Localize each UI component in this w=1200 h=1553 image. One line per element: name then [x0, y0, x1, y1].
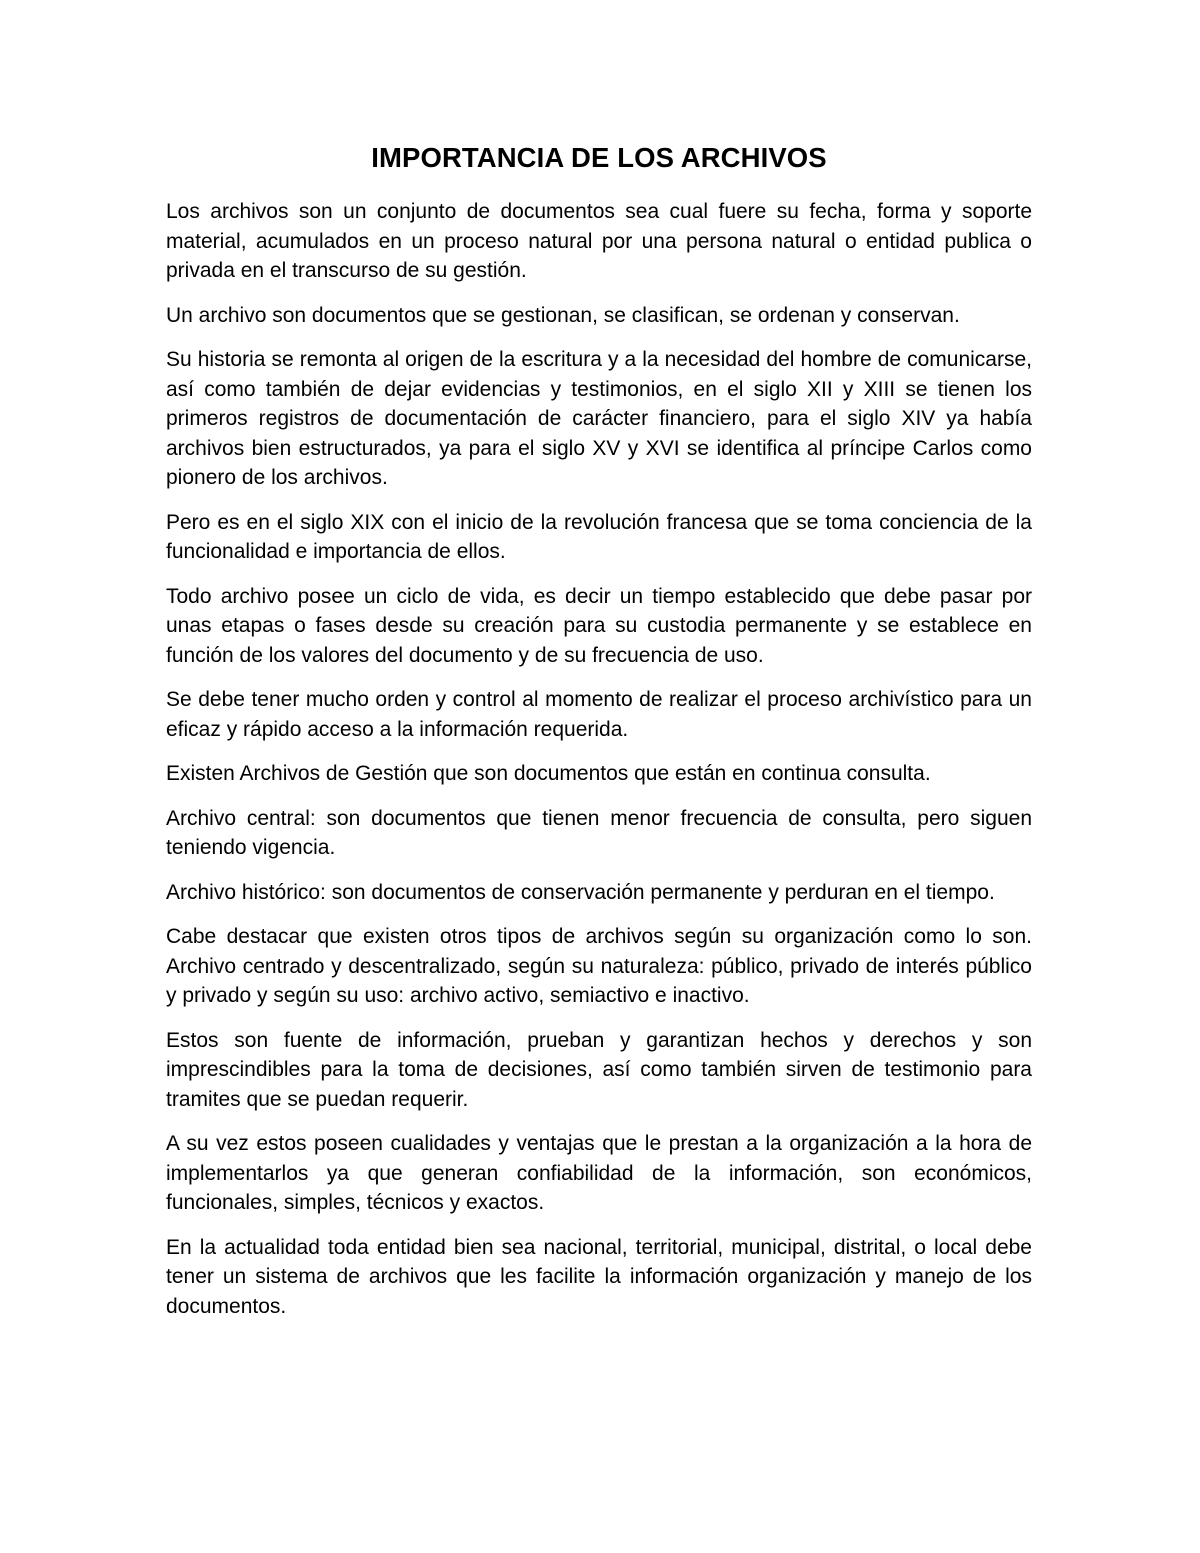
- paragraph-life-cycle: Todo archivo posee un ciclo de vida, es decir un tiempo establecido que debe pasar por unas etapas o fases desde su creación para su custodia permanente y se establece en función de los valores del documento y de su frecuencia de uso.: [166, 584, 1032, 667]
- paragraph-central-archive: Archivo central: son documentos que tienen menor frecuencia de consulta, pero siguen teniendo vigencia.: [166, 806, 1032, 859]
- paragraph-information-source: Estos son fuente de información, prueban y garantizan hechos y derechos y son imprescindibles para la toma de decisiones, así como también sirven de testimonio para tramites que se puedan requerir.: [166, 1028, 1032, 1111]
- document-title: IMPORTANCIA DE LOS ARCHIVOS: [371, 142, 827, 173]
- document-body: [166, 136, 1032, 1336]
- paragraph-history: Su historia se remonta al origen de la escritura y a la necesidad del hombre de comunicarse, así como también de dejar evidencias y testimonios, en el siglo XII y XIII se tienen los primeros registros de documentación de carácter financiero, para el siglo XIV ya había archivos bien estructurados, ya para el siglo XV y XVI se identifica al príncipe Carlos como pionero de los archivos.: [166, 348, 1032, 489]
- paragraph-archive-meaning: Un archivo son documentos que se gestionan, se clasifican, se ordenan y conservan.: [166, 303, 960, 327]
- paragraph-order-control: Se debe tener mucho orden y control al momento de realizar el proceso archivístico para un eficaz y rápido acceso a la información requerida.: [166, 688, 1032, 741]
- paragraph-archive-types: Cabe destacar que existen otros tipos de archivos según su organización como lo son. Archivo centrado y descentralizado, según su naturaleza: público, privado de interés público y privado y según su uso: archivo activo, semiactivo e inactivo.: [166, 925, 1032, 1007]
- paragraph-management-archives: Existen Archivos de Gestión que son documentos que están en continua consulta.: [166, 762, 931, 785]
- paragraph-current-entities: En la actualidad toda entidad bien sea nacional, territorial, municipal, distrital, o local debe tener un sistema de archivos que les facilite la información organización y manejo de los documentos.: [166, 1235, 1032, 1318]
- paragraph-qualities: A su vez estos poseen cualidades y ventajas que le prestan a la organización a la hora de implementarlos ya que generan confiabilidad de la información, son económicos, funcionales, simples, técnicos y exactos.: [166, 1132, 1032, 1214]
- paragraph-definition: Los archivos son un conjunto de documentos sea cual fuere su fecha, forma y soporte material, acumulados en un proceso natural por una persona natural o entidad publica o privada en el transcurso de su gestión.: [166, 200, 1032, 282]
- paragraph-french-revolution: Pero es en el siglo XIX con el inicio de la revolución francesa que se toma conciencia de la funcionalidad e importancia de ellos.: [166, 510, 1032, 563]
- paragraph-historical-archive: Archivo histórico: son documentos de conservación permanente y perduran en el tiempo.: [166, 880, 995, 904]
